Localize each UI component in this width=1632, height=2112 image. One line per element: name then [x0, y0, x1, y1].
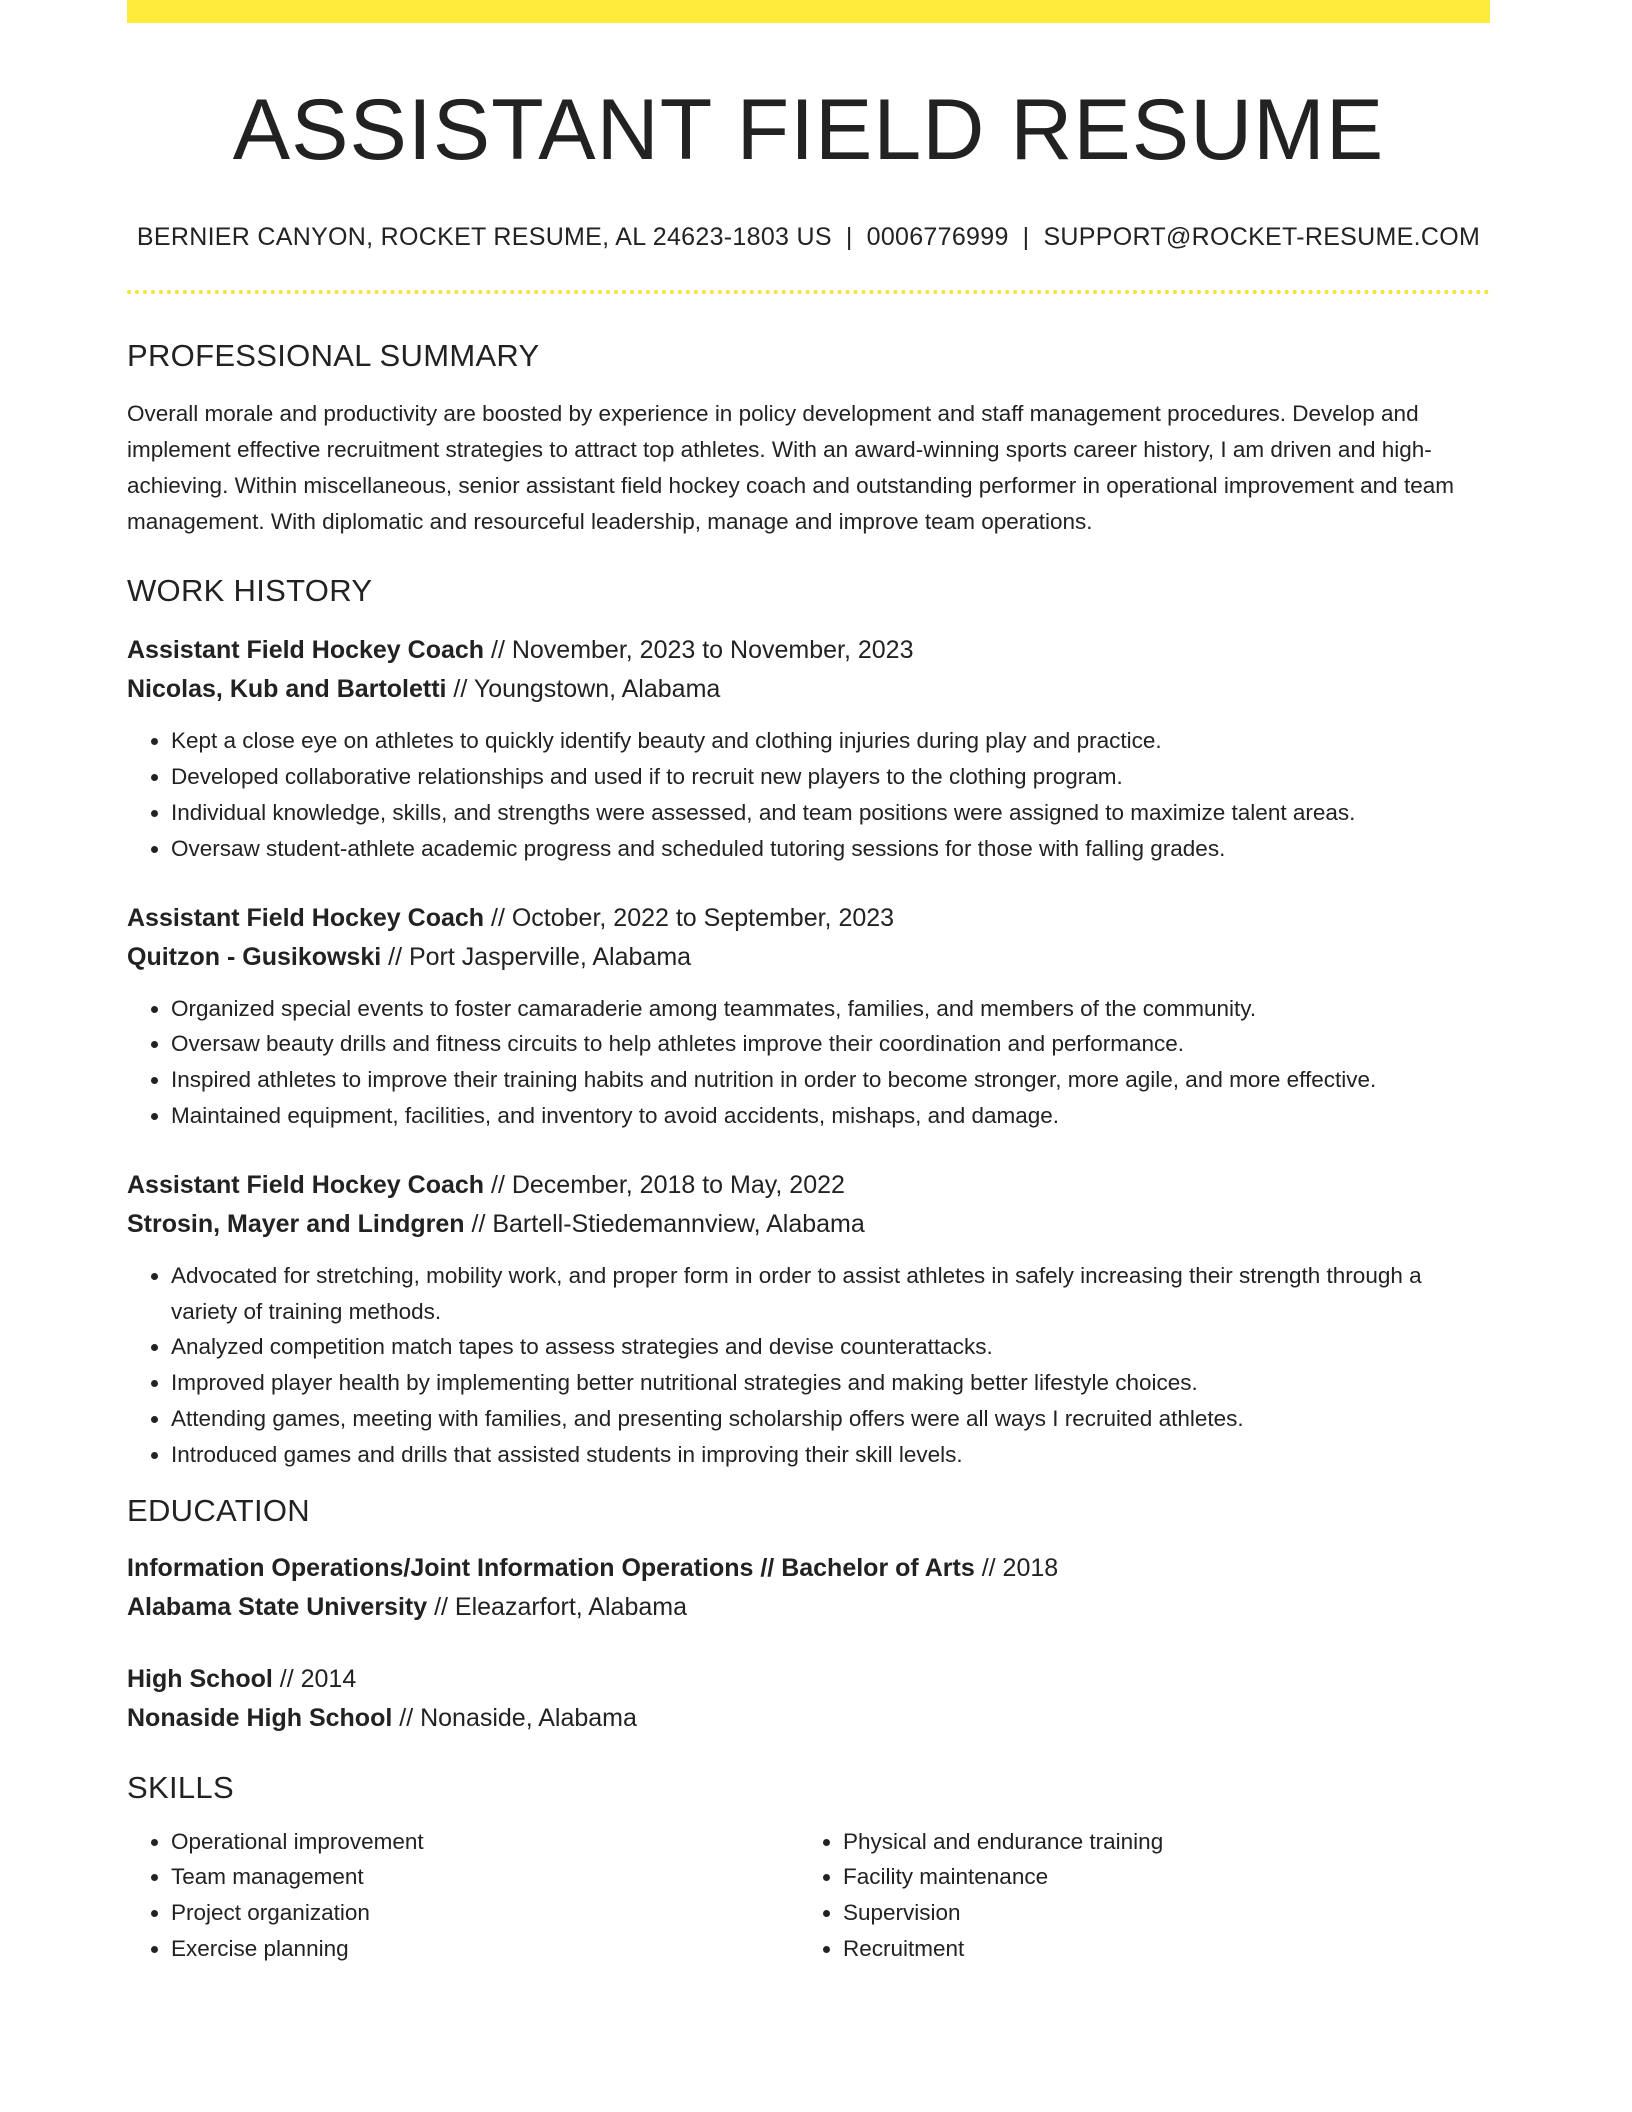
list-item: • Organized special events to foster camaraderie among teammates, families, and members of the community. [171, 991, 1490, 1027]
list-item: • Advocated for stretching, mobility work, and proper form in order to assist athletes in safely increasing their strength through a variety of training methods. [171, 1258, 1490, 1330]
phone: 0006776999 [866, 223, 1009, 252]
contact-info [127, 223, 1490, 252]
skill-item: • Supervision [843, 1895, 1471, 1931]
job-company: Strosin, Mayer and Lindgren [127, 1209, 465, 1238]
list-item: • Individual knowledge, skills, and strengths were assessed, and team positions were assigned to maximize talent areas. [171, 795, 1490, 831]
job-entry [127, 631, 1490, 866]
job-location: // Port Jasperville, Alabama [381, 942, 692, 971]
contact-separator: | [845, 223, 853, 252]
resume-name: ASSISTANT FIELD RESUME [232, 82, 1385, 178]
job-bullets [127, 723, 1490, 866]
education-school-line [127, 1588, 1490, 1627]
accent-bar [127, 0, 1490, 23]
job-company-line [127, 938, 1490, 977]
education-location: // Eleazarfort, Alabama [427, 1592, 687, 1621]
education-entry [127, 1549, 1490, 1627]
skills-list-left [127, 1824, 799, 1967]
list-item: • Developed collaborative relationships and used if to recruit new players to the clothing program. [171, 759, 1490, 795]
job-company-line [127, 1205, 1490, 1244]
job-role-line [127, 899, 1490, 938]
education-location: // Nonaside, Alabama [392, 1703, 637, 1732]
job-role: Assistant Field Hockey Coach [127, 636, 485, 665]
job-role: Assistant Field Hockey Coach [127, 903, 485, 932]
section-title-work-history: WORK HISTORY [127, 573, 373, 609]
list-item: • Introduced games and drills that assisted students in improving their skill levels. [171, 1437, 1490, 1473]
skill-item: • Recruitment [843, 1931, 1471, 1967]
education-entry [127, 1660, 1490, 1738]
job-entry [127, 899, 1490, 1134]
education-degree: Information Operations/Joint Information Operations // Bachelor of Arts [127, 1553, 975, 1582]
job-dates: // October, 2022 to September, 2023 [484, 903, 895, 932]
job-dates: // December, 2018 to May, 2022 [484, 1170, 845, 1199]
skills-columns [127, 1824, 1490, 1967]
education-degree: High School [127, 1664, 273, 1693]
list-item: • Attending games, meeting with families, and presenting scholarship offers were all ways I recruited athletes. [171, 1401, 1490, 1437]
job-entry [127, 1166, 1490, 1473]
job-location: // Youngstown, Alabama [446, 675, 721, 704]
job-role: Assistant Field Hockey Coach [127, 1170, 485, 1199]
summary-text: Overall morale and productivity are boosted by experience in policy development and staff management procedures. Develop and implement effective recruitment strategies to attract top athletes. With an award-winning sports career history, I am driven and high-achieving. Within miscellaneous, senior assistant field hockey coach and outstanding performer in operational improvement and team management. With diplomatic and resourceful leadership, manage and improve team operations. [127, 401, 1454, 534]
section-title-education: EDUCATION [127, 1492, 310, 1528]
list-item: • Oversaw student-athlete academic progress and scheduled tutoring sessions for those with falling grades. [171, 831, 1490, 867]
resume-page [127, 0, 1490, 1967]
skill-item: • Team management [171, 1859, 799, 1895]
address: BERNIER CANYON, ROCKET RESUME, AL 24623-1803 US [136, 223, 832, 252]
section-title-summary: PROFESSIONAL SUMMARY [127, 338, 540, 374]
skill-item: • Physical and endurance training [843, 1824, 1471, 1860]
skill-item: • Operational improvement [171, 1824, 799, 1860]
list-item: • Improved player health by implementing better nutritional strategies and making better lifestyle choices. [171, 1365, 1490, 1401]
education-degree-line [127, 1660, 1490, 1699]
education-degree-line [127, 1549, 1490, 1588]
education-school: Alabama State University [127, 1592, 428, 1621]
contact-separator: | [1022, 223, 1030, 252]
list-item: • Kept a close eye on athletes to quickly identify beauty and clothing injuries during play and practice. [171, 723, 1490, 759]
education-year: // 2014 [272, 1664, 357, 1693]
job-company: Quitzon - Gusikowski [127, 942, 382, 971]
email-link[interactable]: SUPPORT@ROCKET-RESUME.COM [1043, 223, 1481, 252]
list-item: • Inspired athletes to improve their training habits and nutrition in order to become stronger, more agile, and more effective. [171, 1062, 1490, 1098]
job-bullets [127, 1258, 1490, 1473]
skills-list-right [799, 1824, 1471, 1967]
education-school-line [127, 1699, 1490, 1738]
list-item: • Analyzed competition match tapes to assess strategies and devise counterattacks. [171, 1329, 1490, 1365]
job-bullets [127, 991, 1490, 1134]
skill-item: • Project organization [171, 1895, 799, 1931]
skill-item: • Exercise planning [171, 1931, 799, 1967]
job-role-line [127, 631, 1490, 670]
section-title-skills: SKILLS [127, 1769, 234, 1805]
job-company: Nicolas, Kub and Bartoletti [127, 675, 447, 704]
list-item: • Oversaw beauty drills and fitness circuits to help athletes improve their coordination and performance. [171, 1026, 1490, 1062]
education-year: // 2018 [974, 1553, 1059, 1582]
list-item: • Maintained equipment, facilities, and inventory to avoid accidents, mishaps, and damage. [171, 1098, 1490, 1134]
job-role-line [127, 1166, 1490, 1205]
skill-item: • Facility maintenance [843, 1859, 1471, 1895]
education-school: Nonaside High School [127, 1703, 393, 1732]
job-location: // Bartell-Stiedemannview, Alabama [464, 1209, 865, 1238]
job-company-line [127, 670, 1490, 709]
job-dates: // November, 2023 to November, 2023 [484, 636, 914, 665]
dotted-divider [127, 290, 1490, 294]
